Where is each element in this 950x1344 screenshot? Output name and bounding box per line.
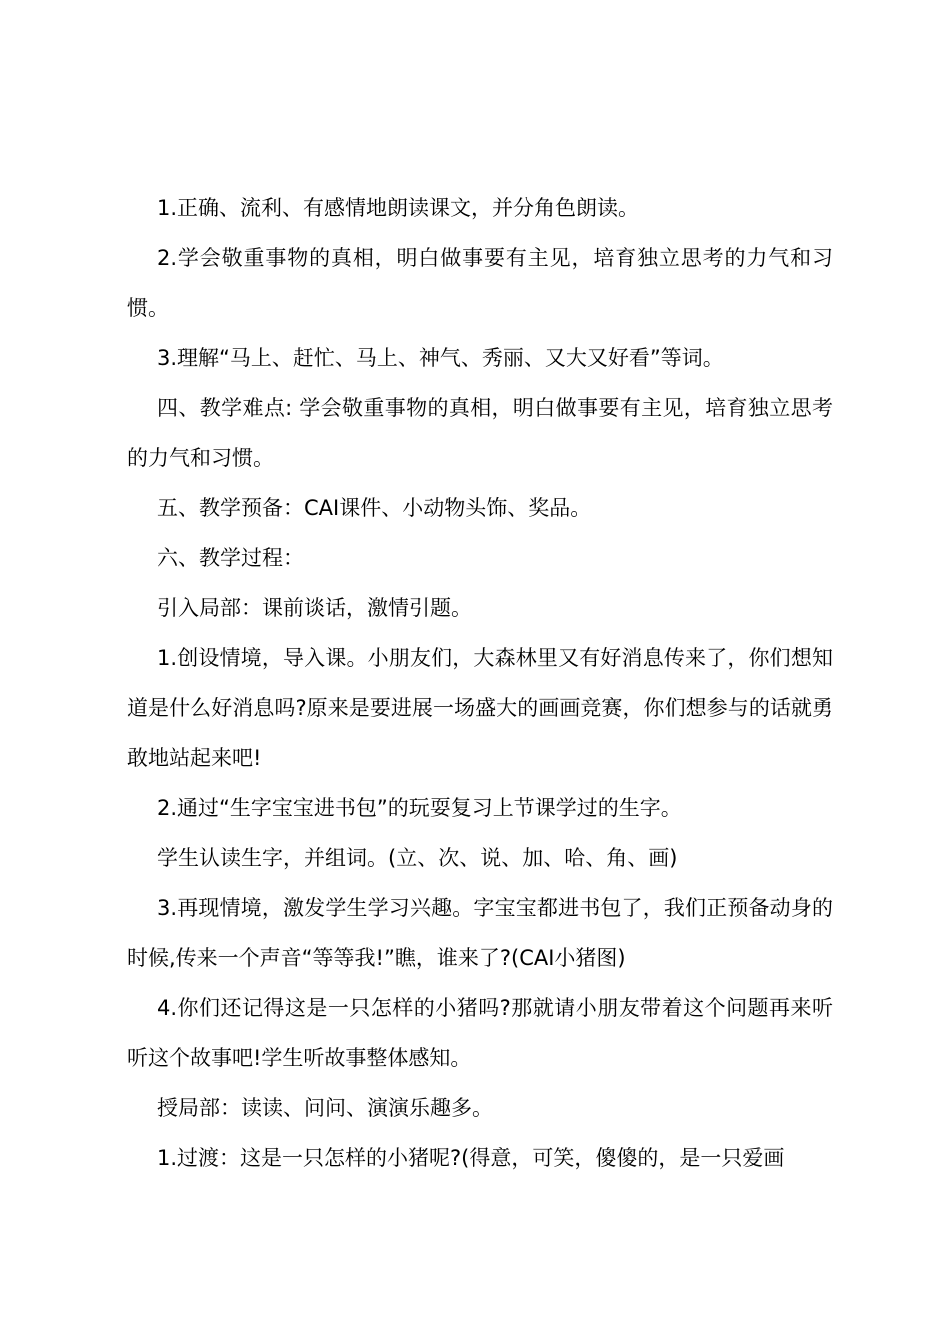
paragraph-intro-4: 4.你们还记得这是一只怎样的小猪吗?那就请小朋友带着这个问题再来听听这个故事吧!学生听故事整体感知。 [127,996,833,1070]
paragraph-teaching-section: 授局部：读读、问问、演演乐趣多。 [157,1096,493,1120]
paragraph-goal-1: 1.正确、流利、有感情地朗读课文，并分角色朗读。 [157,196,640,220]
paragraph-goal-2: 2.学会敬重事物的真相，明白做事要有主见，培育独立思考的力气和习惯。 [127,246,833,320]
paragraph-goal-3: 3.理解“马上、赶忙、马上、神气、秀丽、又大又好看”等词。 [157,346,724,370]
paragraph-intro-3: 3.再现情境，激发学生学习兴趣。字宝宝都进书包了，我们正预备动身的时候,传来一个声音“等等我!”瞧，谁来了?(CAI小猪图) [127,896,833,970]
paragraph-intro-2-note: 学生认读生字，并组词。(立、次、说、加、哈、角、画) [157,846,678,870]
paragraph-intro-section: 引入局部：课前谈话，激情引题。 [157,596,472,620]
paragraph-intro-1: 1.创设情境，导入课。小朋友们，大森林里又有好消息传来了，你们想知道是什么好消息吗?原来是要进展一场盛大的画画竞赛，你们想参与的话就勇敢地站起来吧! [127,646,833,770]
paragraph-process-heading: 六、教学过程： [157,546,304,570]
paragraph-teaching-1: 1.过渡：这是一只怎样的小猪呢?(得意，可笑，傻傻的，是一只爱画 [157,1146,785,1170]
paragraph-preparation: 五、教学预备：CAI课件、小动物头饰、奖品。 [157,496,592,520]
paragraph-difficulty: 四、教学难点: 学会敬重事物的真相，明白做事要有主见，培育独立思考的力气和习惯。 [127,396,833,470]
paragraph-intro-2: 2.通过“生字宝宝进书包”的玩耍复习上节课学过的生字。 [157,796,682,820]
document-body [127,183,833,1183]
